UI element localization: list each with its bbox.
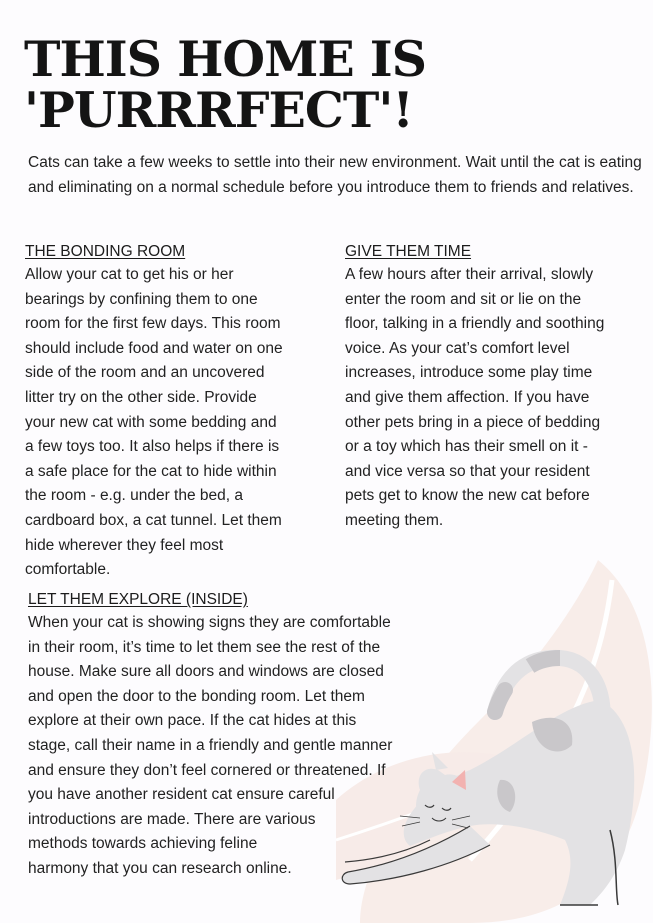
text-line: and vice versa so that your resident (345, 462, 590, 480)
give-them-time-heading: GIVE THEM TIME (345, 243, 472, 260)
text-line: pets get to know the new cat before (345, 487, 590, 505)
text-line: comfortable. (25, 561, 111, 579)
text-line: stage, call their name in a friendly and gentle manner (28, 736, 393, 754)
text-line: the room - e.g. under the bed, a (25, 487, 243, 505)
text-line: enter the room and sit or lie on the (345, 290, 582, 308)
text-line: and ensure they don’t feel cornered or threatened. If (28, 761, 386, 779)
text-line: should include food and water on one (25, 339, 283, 357)
text-line: meeting them. (345, 511, 444, 529)
text-line: When your cat is showing signs they are comfortable (28, 614, 391, 631)
text-line: floor, talking in a friendly and soothing (345, 315, 605, 333)
text-line: other pets bring in a piece of bedding (345, 413, 601, 431)
section-bonding-room (25, 240, 305, 583)
text-line: cardboard box, a cat tunnel. Let them (25, 511, 282, 529)
text-line: litter try on the other side. Provide (25, 388, 257, 406)
text-line: in their room, it’s time to let them see the rest of the (28, 638, 381, 656)
text-line: methods towards achieving feline (28, 835, 258, 853)
text-line: Allow your cat to get his or her (25, 266, 234, 283)
bonding-room-text (25, 263, 305, 583)
section-let-them-explore (28, 588, 408, 882)
text-line: house. Make sure all doors and windows are closed (28, 663, 384, 681)
title-line-2: 'PURRRFECT'! (24, 81, 413, 139)
text-line: explore at their own pace. If the cat hides at this (28, 712, 357, 730)
text-line: you have another resident cat ensure careful (28, 786, 335, 804)
text-line: room for the first few days. This room (25, 315, 281, 333)
text-line: or a toy which has their smell on it - (345, 438, 588, 456)
text-line: and open the door to the bonding room. Let them (28, 687, 365, 705)
text-line: harmony that you can research online. (28, 859, 292, 877)
text-line: increases, introduce some play time (345, 364, 593, 382)
text-line: introductions are made. There are various (28, 810, 316, 828)
text-line: a few toys too. It also helps if there is (25, 438, 280, 456)
text-line: A few hours after their arrival, slowly (345, 266, 594, 283)
title-line-1: THIS HOME IS (24, 30, 427, 88)
section-give-them-time (345, 240, 630, 534)
text-line: voice. As your cat’s comfort level (345, 339, 570, 357)
give-them-time-text (345, 263, 630, 534)
text-line: your new cat with some bedding and (25, 413, 277, 431)
intro-paragraph: Cats can take a few weeks to settle into their new environment. Wait until the cat is eating and eliminating on a normal schedule before you introduce them to friends and relatives. (28, 154, 642, 196)
text-line: bearings by confining them to one (25, 290, 258, 308)
let-them-explore-heading: LET THEM EXPLORE (INSIDE) (28, 591, 248, 608)
text-line: side of the room and an uncovered (25, 364, 265, 382)
text-line: a safe place for the cat to hide within (25, 462, 277, 480)
text-line: and give them affection. If you have (345, 388, 590, 406)
let-them-explore-text (28, 611, 408, 882)
page-title (24, 30, 427, 139)
bonding-room-heading: THE BONDING ROOM (25, 243, 186, 260)
text-line: hide wherever they feel most (25, 536, 224, 554)
